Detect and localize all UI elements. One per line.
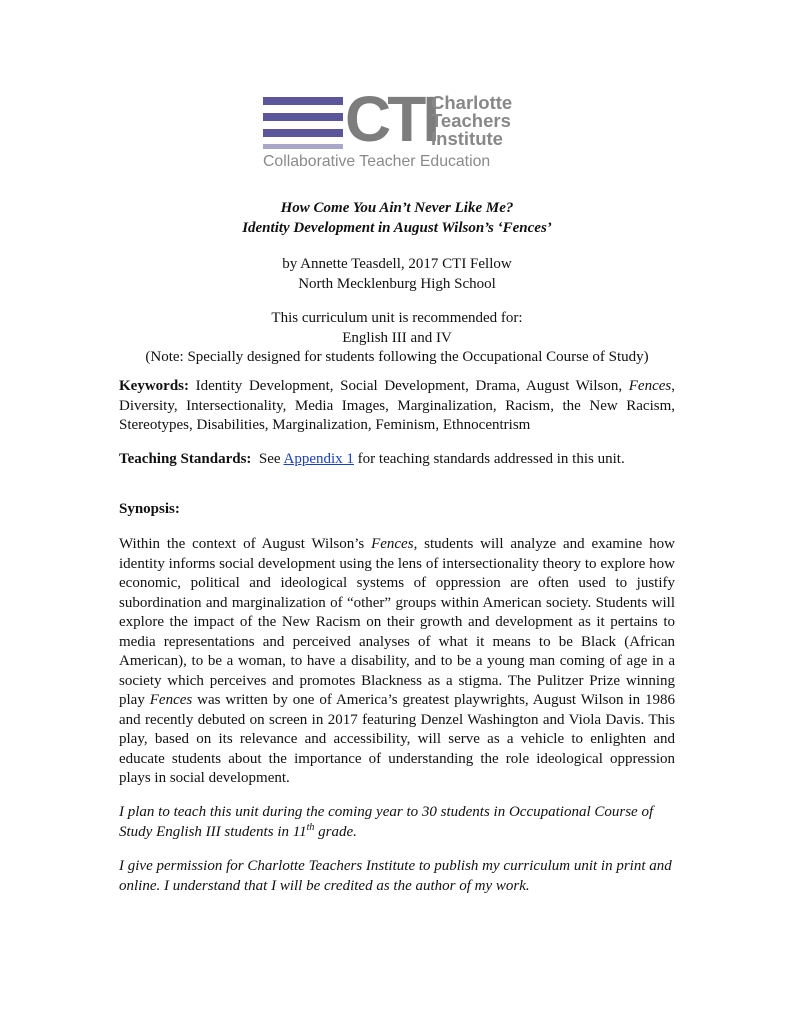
plan-text: grade. <box>314 823 357 840</box>
recommendation-line-2: English III and IV <box>342 329 452 346</box>
synopsis-italic-title: Fences <box>371 536 414 552</box>
title-line-1: How Come You Ain’t Never Like Me? <box>280 200 514 216</box>
standards-text: for teaching standards addressed in this unit. <box>353 451 625 467</box>
logo-stripe <box>263 113 343 121</box>
logo-tagline: Collaborative Teacher Education <box>263 153 491 170</box>
recommendation-note: (Note: Specially designed for students following the Occupational Course of Study) <box>145 349 649 365</box>
recommendation <box>105 309 689 368</box>
keywords-paragraph <box>119 377 675 436</box>
keywords-label: Keywords: <box>119 378 189 394</box>
keywords-text: , Diversity, Intersectionality, Media Images, Marginalization, Racism, the New Racism, Stereotypes, Disabilities, Marginalization, Feminism, Ethnocentrism <box>119 378 675 433</box>
standards-text: See <box>251 451 284 467</box>
logo-stripe <box>263 129 343 137</box>
permission-text: I give permission for Charlotte Teachers Institute to publish my curriculum unit in print and online. I understand that I will be credited as the author of my work. <box>119 858 672 894</box>
plan-text: I plan to teach this unit during the coming year to 30 students in Occupational Course of Study English III students in 11 <box>119 804 654 840</box>
logo-stripes-icon <box>263 95 343 151</box>
teaching-standards <box>119 450 675 470</box>
recommendation-line-1: This curriculum unit is recommended for: <box>271 310 523 326</box>
logo-name-line: Charlotte <box>431 92 513 113</box>
synopsis-heading-text: Synopsis: <box>119 501 180 517</box>
plan-statement <box>119 803 675 842</box>
logo-acronym: CTI <box>345 83 437 155</box>
author-line: by Annette Teasdell, 2017 CTI Fellow <box>282 256 512 272</box>
synopsis-text: , students will analyze and examine how identity informs social development using the lens of intersectionality theory to explore how economic, political and ideological systems of oppression are often used to justify subordination and marginalization of “other” groups within American society. Students will explore the impact of the New Racism on their growth and development as it pertains to media representations and perceived analyses of what it means to be Black (African American), to be a woman, to have a disability, and to be a young man coming of age in a society which perceives and promotes Blackness as a stigma. The Pulitzer Prize winning play <box>119 536 675 708</box>
logo-name-line: Teachers <box>431 110 511 131</box>
synopsis-italic-title: Fences <box>149 692 193 708</box>
logo-institute-name <box>431 94 512 148</box>
permission-statement <box>119 857 675 896</box>
title-line-2: Identity Development in August Wilson’s ‘Fences’ <box>242 219 552 236</box>
school-line: North Mecklenburg High School <box>298 275 496 292</box>
plan-superscript: th <box>306 821 315 833</box>
logo-name-line: Institute <box>431 128 503 149</box>
cti-logo <box>263 83 533 173</box>
synopsis-heading <box>119 500 675 520</box>
unit-title <box>119 199 675 238</box>
appendix-link[interactable]: Appendix 1 <box>283 451 354 467</box>
synopsis-text: Within the context of August Wilson’s <box>119 536 372 552</box>
keywords-text: Identity Development, Social Development, Drama, August Wilson, <box>189 378 629 394</box>
logo-stripe <box>263 97 343 105</box>
logo-stripe <box>263 144 343 149</box>
author-info <box>119 255 675 294</box>
keywords-italic-title: Fences <box>628 378 672 394</box>
synopsis-text: was written by one of America’s greatest playwrights, August Wilson in 1986 and recently debuted on screen in 2017 featuring Denzel Washington and Viola Davis. This play, based on its relevance and accessibility, will serve as a vehicle to enlighten and educate students about the importance of understanding the role ideological oppression plays in social development. <box>119 692 676 786</box>
standards-label: Teaching Standards: <box>119 451 252 467</box>
synopsis-body <box>119 535 675 789</box>
